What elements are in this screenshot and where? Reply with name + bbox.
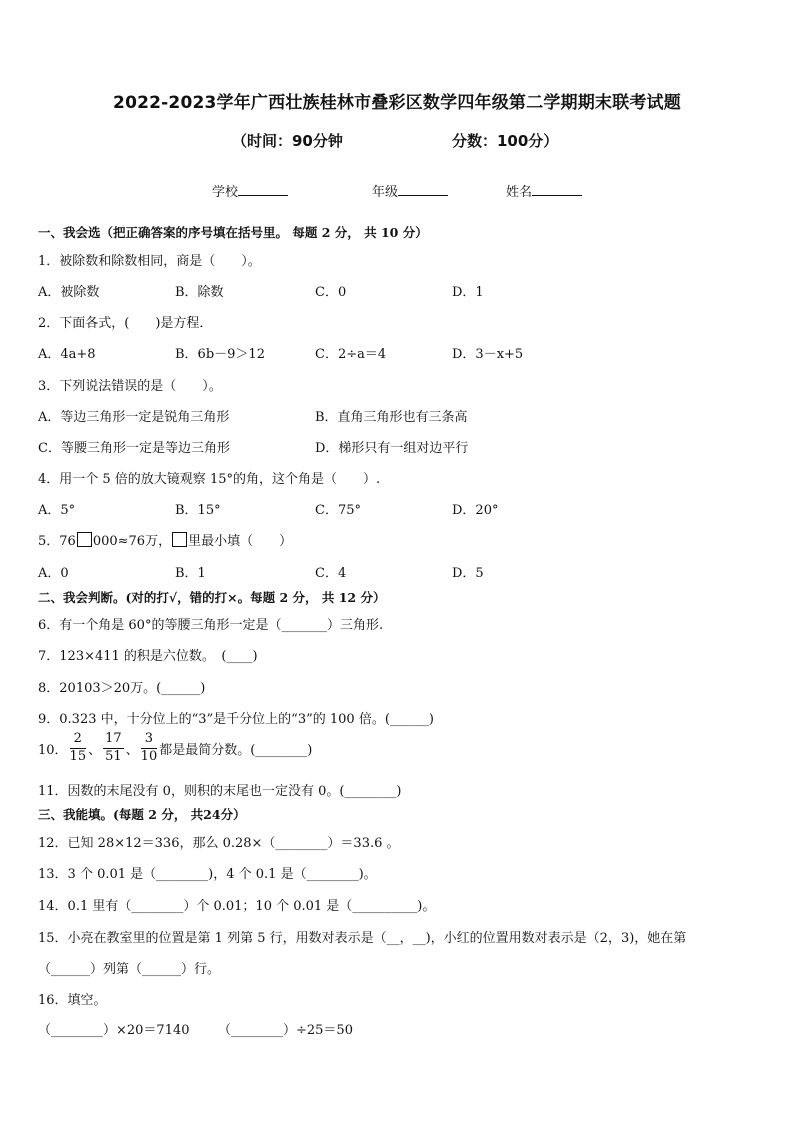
question-13: 13．3 个 0.01 是（________)，4 个 0.1 是（________)。: [38, 867, 377, 882]
q10-tail: 都是最简分数。(________): [159, 742, 313, 758]
question-9: 9．0.323 中，十分位上的“3”是千分位上的“3”的 100 倍。(______): [38, 712, 434, 727]
section-3-heading: 三、我能填。(每题 2 分， 共24分）: [38, 807, 246, 822]
question-14: 14．0.1 里有（________）个 0.01；10 个 0.01 是（__________)。: [38, 899, 436, 914]
question-1: 1．被除数和除数相同，商是（ ）。: [38, 254, 261, 269]
question-3: 3．下列说法错误的是（ ）。: [38, 379, 222, 394]
q3-option-a[interactable]: A．等边三角形一定是锐角三角形: [38, 410, 230, 425]
name-label: 姓名: [506, 185, 533, 200]
q5-option-a[interactable]: A．0: [38, 566, 69, 581]
question-5: [38, 530, 292, 549]
q4-option-d[interactable]: D．20°: [452, 503, 499, 518]
q16-blank-b: （________）÷25＝50: [218, 1023, 353, 1038]
school-blank[interactable]: [238, 183, 288, 196]
q1-option-a[interactable]: A．被除数: [38, 285, 100, 300]
q10-number: 10．: [38, 742, 68, 758]
q3-option-c[interactable]: C．等腰三角形一定是等边三角形: [38, 441, 230, 456]
question-7: 7．123×411 的积是六位数。 (____): [38, 649, 258, 664]
name-blank[interactable]: [532, 183, 582, 196]
q5-option-c[interactable]: C．4: [315, 566, 347, 581]
blank-box-icon: [172, 532, 187, 547]
fraction-3-10: $\frac{3}{10}$: [140, 731, 158, 764]
q5-text-post: 里最小填（ ）: [188, 534, 293, 549]
q3-option-b[interactable]: B．直角三角形也有三条高: [315, 410, 468, 425]
school-label: 学校: [212, 185, 239, 200]
section-1-heading: 一、我会选（把正确答案的序号填在括号里。 每题 2 分， 共 10 分）: [38, 225, 428, 240]
grade-field[interactable]: [372, 181, 448, 200]
q2-option-a[interactable]: A．4a+8: [38, 347, 96, 362]
fraction-2-15: $\frac{2}{15}$: [69, 731, 87, 764]
q5-option-d[interactable]: D．5: [452, 566, 484, 581]
q3-option-d[interactable]: D．梯形只有一组对边平行: [315, 441, 469, 456]
question-8: 8．20103＞20万。(______): [38, 681, 206, 696]
q5-text-mid: 000≈76万，: [92, 534, 172, 549]
question-10: 10． $\frac{2}{15}$ 、 $\frac{17}{51}$ 、 $\frac{3}{10}$ 都是最简分数。(________): [38, 731, 313, 764]
school-field[interactable]: [212, 181, 288, 200]
q1-option-b[interactable]: B．除数: [175, 285, 224, 300]
fraction-17-51: $\frac{17}{51}$: [105, 731, 122, 764]
q16-blank-a: （________）×20＝7140: [38, 1023, 190, 1038]
q4-option-a[interactable]: A．5°: [38, 503, 76, 518]
name-field[interactable]: [506, 181, 582, 200]
blank-box-icon: [77, 532, 92, 547]
question-11: 11．因数的末尾没有 0，则积的末尾也一定没有 0。(________): [38, 784, 402, 799]
exam-time: （时间：90分钟: [232, 132, 343, 150]
page-title: 2022-2023学年广西壮族桂林市叠彩区数学四年级第二学期期末联考试题: [113, 93, 681, 113]
question-15-cont: （______）列第（______）行。: [38, 962, 221, 977]
q5-option-b[interactable]: B．1: [175, 566, 206, 581]
q4-option-c[interactable]: C．75°: [315, 503, 361, 518]
q5-text-pre: 5．76: [38, 534, 76, 549]
question-16: 16．填空。: [38, 993, 107, 1008]
question-15: 15．小亮在教室里的位置是第 1 列第 5 行，用数对表示是（__，__)，小红的位置用数对表示是（2，3)，她在第: [38, 931, 687, 946]
question-12: 12．已知 28×12＝336，那么 0.28×（________）＝33.6 。: [38, 836, 400, 851]
question-4: 4．用一个 5 倍的放大镜观察 15°的角，这个角是（ ）.: [38, 472, 381, 487]
grade-label: 年级: [372, 185, 399, 200]
section-2-heading: 二、我会判断。(对的打√，错的打×。每题 2 分， 共 12 分）: [38, 590, 386, 605]
q4-option-b[interactable]: B．15°: [175, 503, 221, 518]
q2-option-d[interactable]: D．3－x+5: [452, 347, 524, 362]
question-6: 6．有一个角是 60°的等腰三角形一定是（_______）三角形.: [38, 618, 384, 633]
q1-option-c[interactable]: C．0: [315, 285, 347, 300]
q1-option-d[interactable]: D．1: [452, 285, 484, 300]
question-2: 2．下面各式，( )是方程．: [38, 316, 213, 331]
q2-option-b[interactable]: B．6b－9＞12: [175, 347, 265, 362]
exam-score: 分数：100分）: [452, 132, 559, 150]
q2-option-c[interactable]: C．2÷a＝4: [315, 347, 387, 362]
grade-blank[interactable]: [398, 183, 448, 196]
